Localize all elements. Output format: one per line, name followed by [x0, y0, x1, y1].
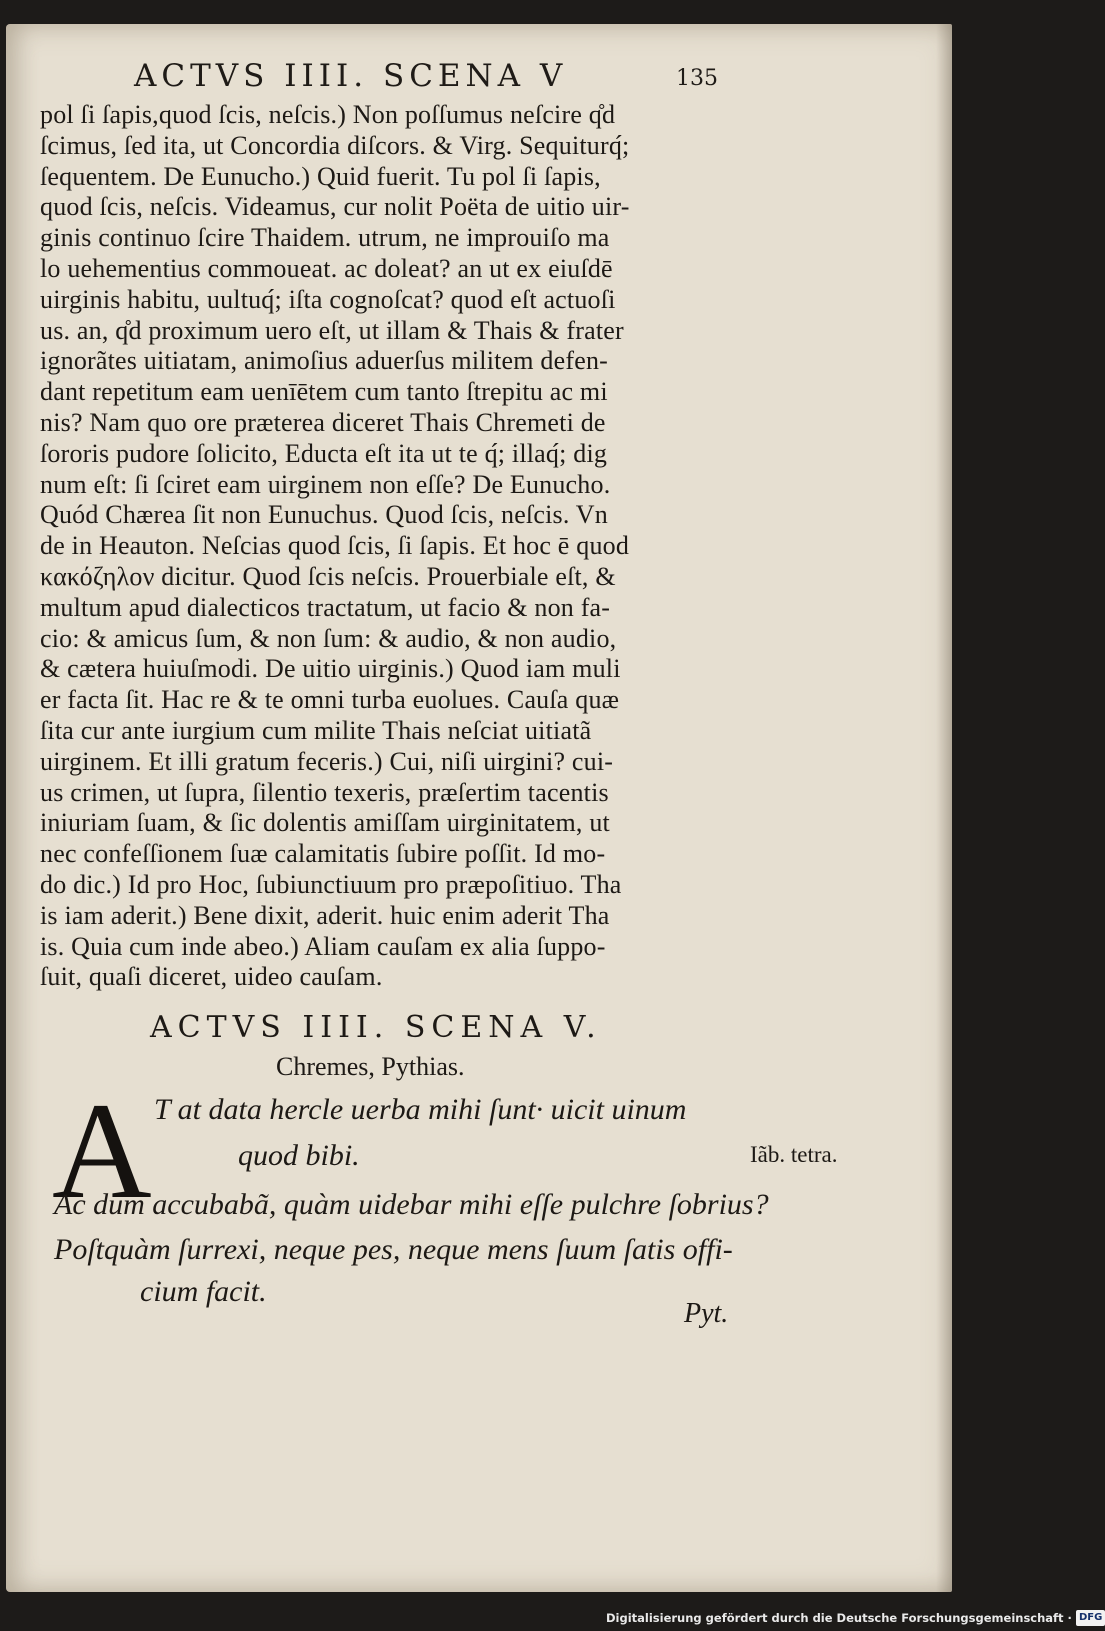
commentary-line: uirginem. Et illi gratum feceris.) Cui, niſi uirgini? cui-: [40, 746, 614, 776]
commentary-line: & cætera huiuſmodi. De uitio uirginis.) Quod iam muli: [40, 654, 621, 684]
drop-cap-initial: A: [52, 1074, 152, 1227]
commentary-line: do dic.) Id pro Hoc, ſubiunctiuum pro præpoſitiuo. Tha: [40, 869, 622, 899]
commentary-line: nec confeſſionem ſuæ calamitatis ſubire poſſit. Id mo-: [40, 839, 606, 869]
folio-number: 135: [676, 66, 718, 91]
commentary-text: [40, 100, 740, 993]
verse-line-3: Poſtquàm ſurrexi, neque pes, neque mens ſuum ſatis offi-: [54, 1233, 733, 1266]
commentary-line: us. an, q̊d proximum uero eſt, ut illam & Thais & frater: [40, 315, 624, 345]
commentary-line: lo uehementius commoueat. ac doleat? an ut ex eiuſdē: [40, 253, 613, 283]
commentary-line: cio: & amicus ſum, & non ſum: & audio, & non audio,: [40, 623, 617, 653]
dfg-logo: DFG: [1076, 1610, 1105, 1626]
catchword: Pyt.: [684, 1298, 729, 1329]
commentary-line: ignorãtes uitiatam, animoſius aduerſus militem defen-: [40, 346, 609, 376]
commentary-line: ſcimus, ſed ita, ut Concordia diſcors. & Virg. Sequiturq́;: [40, 130, 630, 160]
commentary-line: ſuit, quaſi diceret, uideo cauſam.: [40, 962, 383, 992]
credit-text: Digitalisierung gefördert durch die Deutsche Forschungsgemeinschaft ·: [606, 1611, 1072, 1625]
commentary-line: pol ſi ſapis,quod ſcis, neſcis.) Non poſſumus neſcire q̊d: [40, 100, 616, 129]
commentary-line: ſororis pudore ſolicito, Educta eſt ita ut te q́; illaq́; dig: [40, 438, 608, 468]
verse-line-1: T at data hercle uerba mihi ſunt· uicit uinum: [154, 1093, 687, 1126]
commentary-line: κακόζηλον dicitur. Quod ſcis neſcis. Prouerbiale eſt, &: [40, 561, 616, 591]
commentary-line: is. Quia cum inde abeo.) Aliam cauſam ex alia ſuppo-: [40, 931, 606, 961]
commentary-line: ginis continuo ſcire Thaidem. utrum, ne improuiſo ma: [40, 223, 610, 253]
commentary-line: uirginis habitu, uultuq́; iſta cognoſcat? quod eſt actuoſi: [40, 284, 616, 314]
commentary-line: is iam aderit.) Bene dixit, aderit. huic enim aderit Tha: [40, 900, 610, 930]
verse-line-1-continuation: quod bibi.: [238, 1139, 360, 1172]
scene-speakers: Chremes, Pythias.: [276, 1052, 465, 1081]
commentary-line: us crimen, ut ſupra, ſilentio texeris, præſertim tacentis: [40, 777, 609, 807]
commentary-line: ſita cur ante iurgium cum milite Thais neſciat uitiatã: [40, 715, 592, 745]
commentary-line: nis? Nam quo ore præterea diceret Thais Chremeti de: [40, 407, 606, 437]
margin-note: Iãb. tetra.: [750, 1142, 838, 1167]
commentary-line: er facta ſit. Hac re & te omni turba euolues. Cauſa quæ: [40, 685, 620, 715]
commentary-line: ſequentem. De Eunucho.) Quid fuerit. Tu pol ſi ſapis,: [40, 161, 601, 191]
verse-line-3-continuation: cium facit.: [140, 1275, 267, 1308]
commentary-line: quod ſcis, neſcis. Videamus, cur nolit Poëta de uitio uir-: [40, 192, 630, 222]
verse-line-2: Ac dum accubabã, quàm uidebar mihi eſſe pulchre ſobrius?: [54, 1188, 769, 1221]
running-head-title: ACTVS IIII. SCENA V: [134, 58, 568, 94]
commentary-line: Quód Chærea ſit non Eunuchus. Quod ſcis, neſcis. Vn: [40, 500, 608, 530]
page-edge-shadow: [936, 24, 952, 1592]
scene-heading: ACTVS IIII. SCENA V.: [150, 1010, 602, 1045]
commentary-line: de in Heauton. Neſcias quod ſcis, ſi ſapis. Et hoc ē quod: [40, 531, 630, 561]
commentary-line: multum apud dialecticos tractatum, ut facio & non fa-: [40, 592, 611, 622]
digitization-credit: [606, 1609, 1105, 1627]
commentary-line: iniuriam ſuam, & ſic dolentis amiſſam uirginitatem, ut: [40, 808, 610, 838]
commentary-line: num eſt: ſi ſciret eam uirginem non eſſe? De Eunucho.: [40, 469, 611, 499]
commentary-line: dant repetitum eam uenīētem cum tanto ſtrepitu ac mi: [40, 377, 608, 407]
